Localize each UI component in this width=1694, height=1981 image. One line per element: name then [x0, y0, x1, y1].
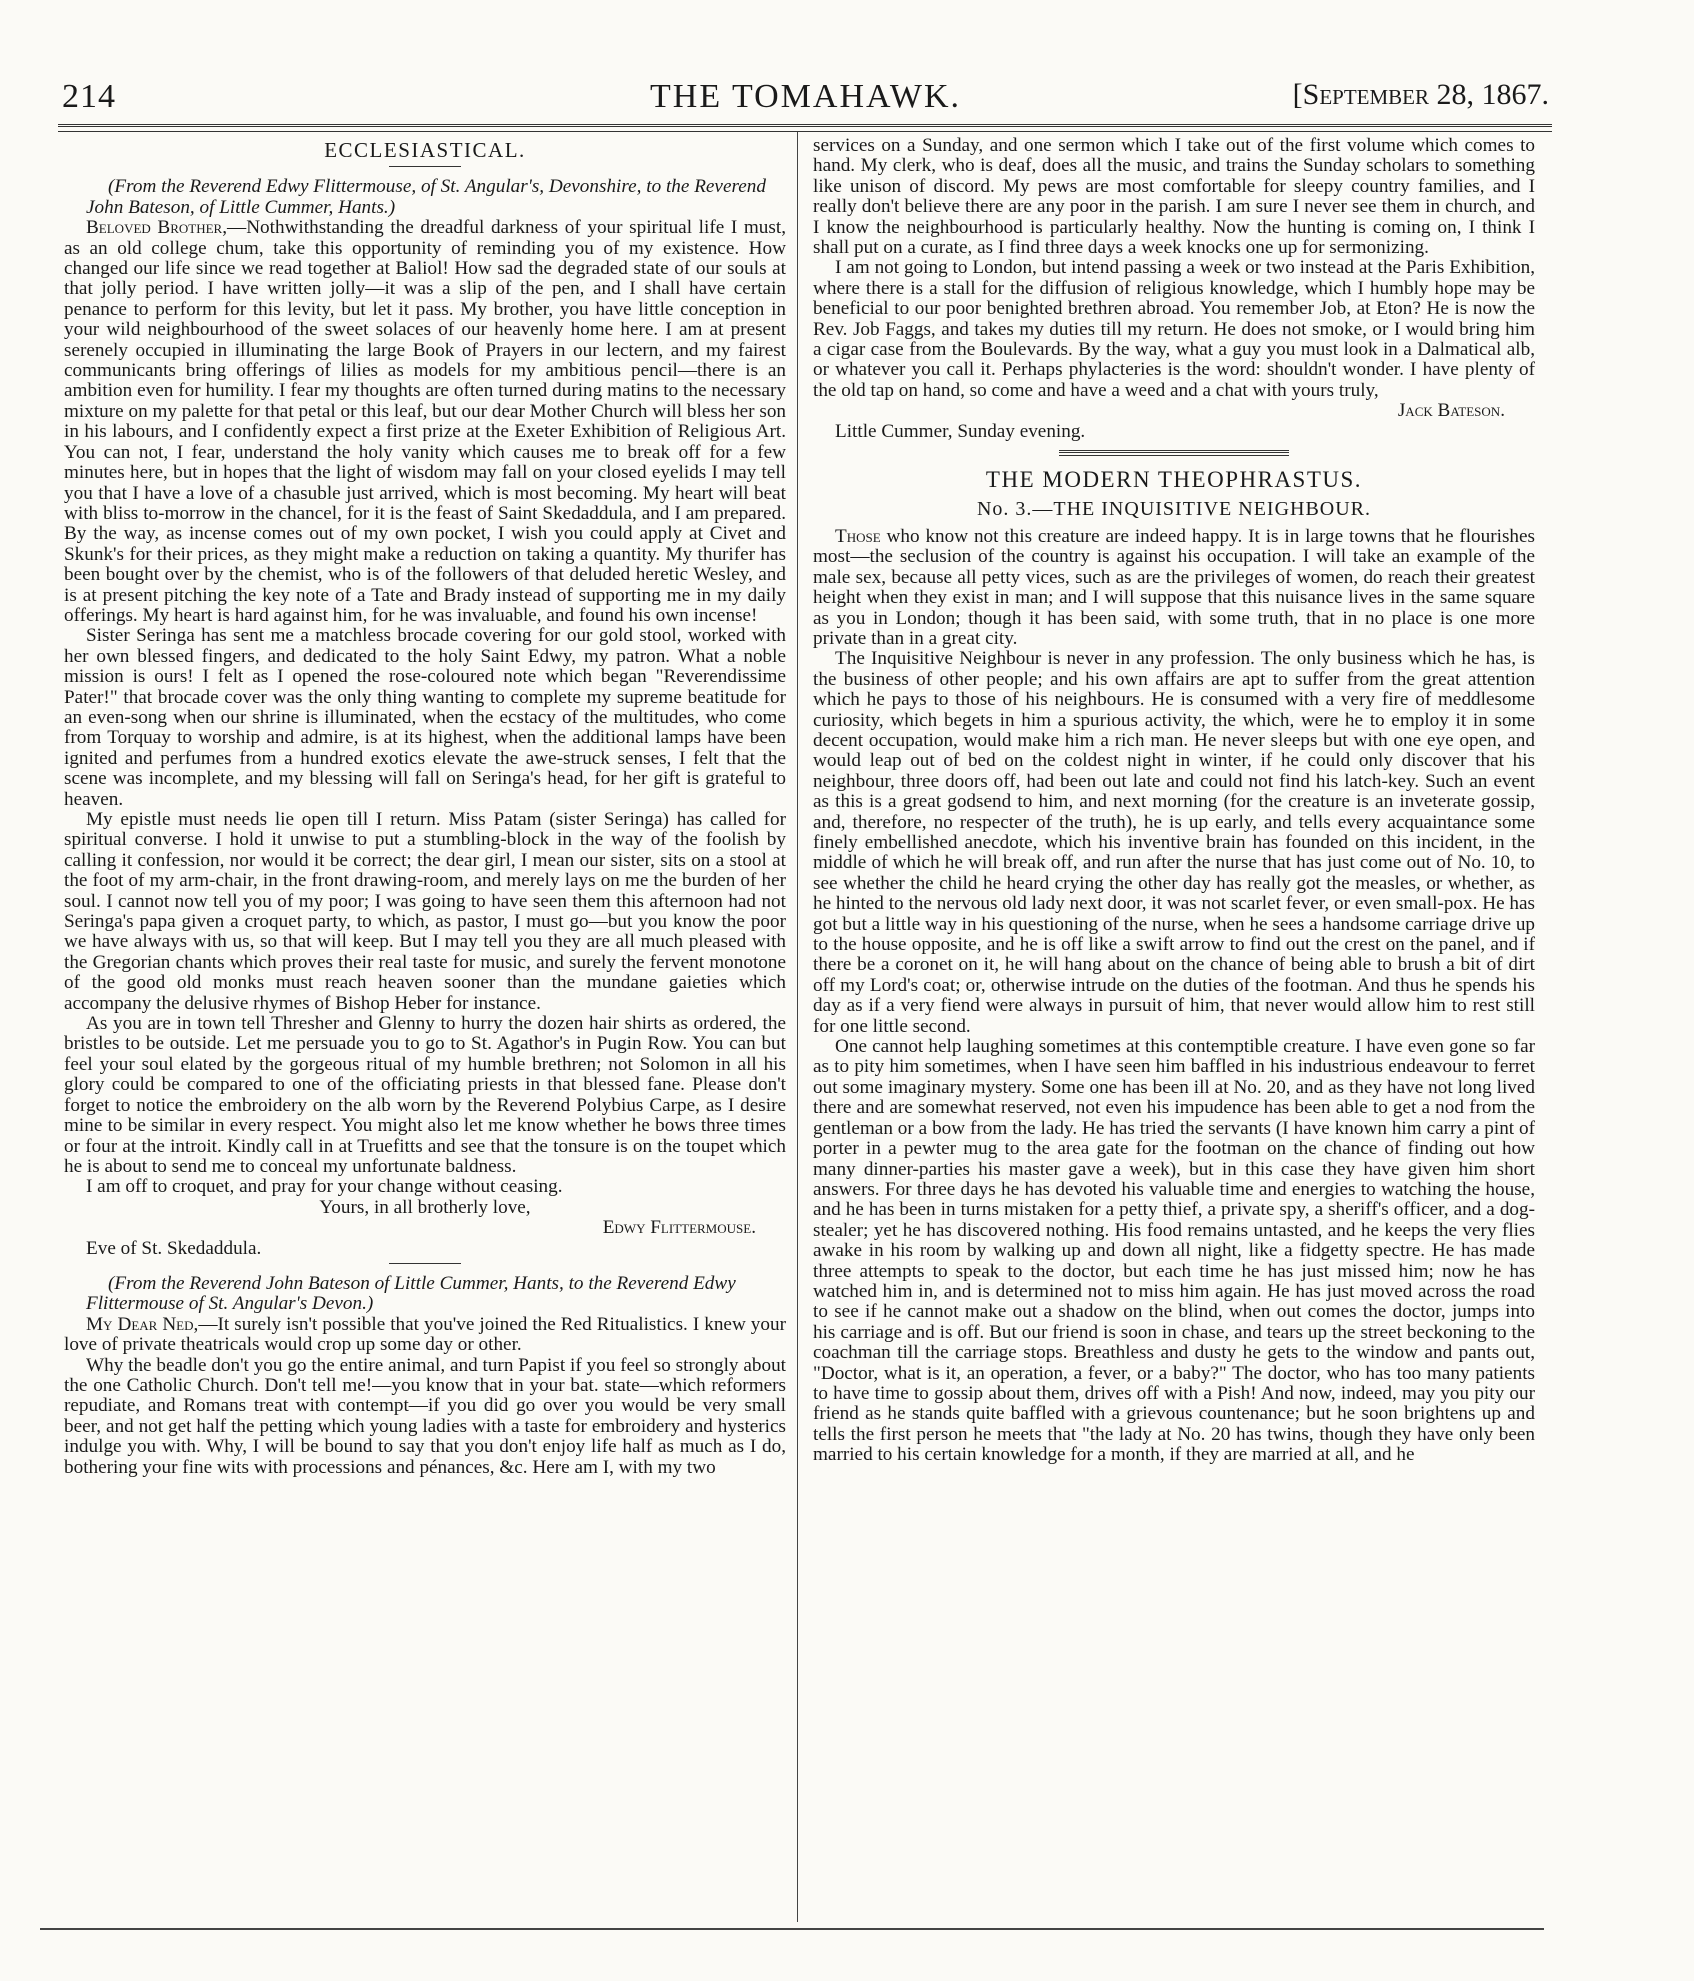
theophrastus-paragraph-1: [813, 527, 1535, 649]
header-rule: [58, 124, 1552, 132]
letter2-paragraph-3: I am not going to London, but intend passing a week or two instead at the Paris Exhibition, where there is a stall for the diffusion of religious knowledge, which I humbly hope may be beneficial to our poor benighted brethren abroad. You remember Job, at Eton? He is now the Rev. Job Faggs, and takes my duties till my return. He does not smoke, or I would bring him a cigar case from the Boulevards. By the way, what a guy you must look in a Dalmatical alb, or whatever you call it. Perhaps phylacteries is the word: shouldn't wonder. I have plenty of the old tap on hand, so come and have a weed and a chat with yours truly,: [813, 257, 1535, 401]
ecclesiastical-heading: ECCLESIASTICAL.: [324, 138, 526, 162]
left-column: [64, 136, 786, 1478]
letter2-signature: Jack Bateson.: [1397, 400, 1505, 422]
letter1-signature: Edwy Flittermouse.: [602, 1217, 756, 1239]
letter2-intro: (From the Reverend John Bateson of Little Cummer, Hants, to the Reverend Edwy Flittermouse of St. Angular's Devon.): [86, 1272, 736, 1315]
letter1-paragraph-4: As you are in town tell Thresher and Glenny to hurry the dozen hair shirts as ordered, the bristles to be outside. Let me persuade you to go to St. Agathor's in Pugin Row. You can but feel your soul elated by the gorgeous ritual of my humble brethren; not Solomon in all his glory could be compared to one of the officiating priests in that blessed fane. Please don't forget to notice the embroidery on the alb worn by the Reverend Polybius Carpe, as I desire mine to be similar in every respect. You might also let me know whether he bows three times or four at the introit. Kindly call in at Truefitts and see that the tonsure is on the toupet which he is about to send me to conceal my unfortunate baldness.: [64, 1013, 786, 1177]
letter1-paragraph-2: Sister Seringa has sent me a matchless brocade covering for our gold stool, worked with her own blessed fingers, and dedicated to the holy Saint Edwy, my patron. What a noble mission is ours! I felt as I opened the rose-coloured note which began "Reverendissime Pater!" that brocade cover was the only thing wanting to complete my supreme beatitude for an even-song when our shrine is illuminated, when the ecstacy of the multitudes, who come from Torquay to worship and admire, is at its highest, when the additional lamps have been ignited and perfumes from a hundred exotics elevate the awe-struck senses, I felt that the scene was incomplete, and my blessing will fall on Seringa's head, for her gift is grateful to heaven.: [64, 625, 786, 810]
letter2-paragraph-2: Why the beadle don't you go the entire animal, and turn Papist if you feel so strongly about the one Catholic Church. Don't tell me!—you know that in your bat. state—which reformers repudiate, and Romans treat with contempt—if you did go over you would be very small beer, and not get half the petting which young ladies with a taste for embroidery and hysterics indulge you with. Why, I will be bound to say that you don't enjoy life half as much as I do, bothering your fine wits with processions and pénances, &c. Here am I, with my two: [64, 1354, 786, 1478]
lead-word: Those: [835, 525, 881, 547]
letter1-dateline: Eve of St. Skedaddula.: [86, 1237, 262, 1259]
section-rule: [389, 1263, 461, 1264]
letter1-paragraph-3: My epistle must needs lie open till I return. Miss Patam (sister Seringa) has called for spiritual converse. I hold it unwise to put a stumbling-block in the way of the foolish by calling it confession, nor would it be correct; the dear girl, I mean our sister, sits on a stool at the foot of my arm-chair, in the front drawing-room, and merely lays on me the burden of her soul. I cannot now tell you of my poor; I was going to have seen them this afternoon had not Seringa's papa given a croquet party, to which, as pastor, I must go—but you know the poor we have always with us, so that will keep. But I may tell you they are all much pleased with the Gregorian chants which proves their real taste for music, and surely the fervent monotone of the good old monks must reach heaven sooner than the mundane gaieties which accompany the delusive rhymes of Bishop Heber for instance.: [64, 809, 786, 1014]
page-header: [62, 78, 1549, 118]
section-double-rule: [1059, 450, 1289, 456]
letter1-intro: (From the Reverend Edwy Flittermouse, of St. Angular's, Devonshire, to the Reverend John Bateson, of Little Cummer, Hants.): [86, 176, 766, 218]
theophrastus-paragraph-2: The Inquisitive Neighbour is never in any profession. The only business which he has, is the business of other people; and his own affairs are apt to suffer from the great attention which he pays to those of his neighbours. He is consumed with a very fire of meddlesome curiosity, which begets in him a spurious activity, the which, were he to employ it in some decent occupation, would make him a rich man. He never sleeps but with one eye open, and would leap out of bed on the coldest night in winter, if he could only discover that his neighbour, three doors off, had been out late and could not find his latch-key. Such an event as this is a great godsend to him, and next morning (for the creature is an inveterate gossip, and, therefore, no respecter of the truth), he is up early, and tells every acquaintance some finely embellished anecdote, which his inventive brain has founded on this incident, in the middle of which he will break off, and run after the nurse that has just come out of No. 10, to see whether the child he heard crying the other day has really got the measles, or whether, as he hinted to the nervous old lady next door, it was not scarlet fever, or even small-pox. He has got but a little way in his questioning of the nurse, when he sees a handsome carriage drive up to the house opposite, and he is off like a swift arrow to find out the crest on the panel, and if there be a coronet on it, he will hang about on the chance of being able to brush a bit of dirt off my Lord's coat; or, otherwise intrude on the duties of the footman. And thus he spends his day as if a very fiend were always in pursuit of him, that never would allow him to rest still for one little second.: [813, 648, 1536, 1037]
publication-date: [September 28, 1867.: [1292, 78, 1549, 111]
footer-rule: [40, 1928, 1544, 1930]
letter2-salutation: My Dear Ned,: [86, 1313, 199, 1335]
theophrastus-paragraph-3: One cannot help laughing sometimes at this contemptible creature. I have even gone so far as to pity him sometimes, when I have seen him baffled in his industrious endeavour to ferret out some imaginary mystery. Some one has been ill at No. 20, and as they have not long lived there and are somewhat reserved, not even his impudence has been able to get a nod from the gentleman or a bow from the lady. He has tried the servants (I have known him carry a pint of porter in a pewter mug to the area gate for the footman on the chance of finding out how many dinner-parties his master gave a week), but in this case they have given him short answers. For three days he has devoted his valuable time and energies to watching the house, and he has been in turns mistaken for a petty thief, a private spy, a sheriff's officer, and a dog-stealer; yet he has discovered nothing. His food remains untasted, and he keeps the very flies awake in his room by walking up and down all night, like a fidgetty spectre. He has made three attempts to speak to the doctor, but each time he has just missed him; now he has watched him in, and is determined not to miss him again. He has just moved across the road to see if he cannot make out a shadow on the blind, when out comes the doctor, jumps into his carriage and is off. But our friend is soon in chase, and tears up the street beckoning to the coachman till the carriage stops. Breathless and dusty he gets to the window and pants out, "Doctor, what is it, an operation, a fever, or a baby?" The doctor, who has too many patients to have time to gossip about them, drives off with a Pish! And now, indeed, may you pity our friend as he stands quite baffled with a grievous countenance; but he soon brightens up and tells the first person he meets that "the lady at No. 20 has twins, though they have only been married to his certain knowledge for a month, if they are married at all, and he: [813, 1036, 1535, 1466]
letter2-paragraph-1-text: —It surely isn't possible that you've joined the Red Ritualistics. I knew your love of private theatricals would crop up some day or other.: [64, 1313, 786, 1356]
letter1-paragraph-5: I am off to croquet, and pray for your change without ceasing.: [86, 1176, 563, 1198]
theophrastus-paragraph-1-text: who know not this creature are indeed happy. It is in large towns that he flourishes most—the seclusion of the country is against his occupation. I will take an example of the male sex, because all petty vices, such as are the privileges of women, do reach their greatest height when they exist in man; and I will suppose that this nuisance lives in the same square as you in London; though it has been said, with some truth, that in no place is one more private than in a great city.: [813, 525, 1535, 649]
right-column: [813, 136, 1535, 1466]
letter2-paragraph-2-continued: services on a Sunday, and one sermon which I take out of the first volume which comes to hand. My clerk, who is deaf, does all the music, and trains the Sunday scholars to something like unison of discord. My pews are most comfortable for sleepy country families, and I really don't believe there are any poor in the parish. I am sure I never see them in church, and I know the neighbourhood is particularly healthy. Now the hunting is coming on, I think I shall put on a curate, as I find three days a week knocks one up for sermonizing.: [813, 135, 1535, 259]
column-divider: [797, 132, 798, 1922]
letter1-paragraph-1-text: —Nothwithstanding the dreadful darkness of your spiritual life I must, as an old college chum, take this opportunity of reminding you of my existence. How changed our life since we read together at Baliol! How sad the degraded state of our souls at that jolly period. I have written jolly—it was a slip of the pen, and I shall have certain penance to perform for this levity, but let it pass. My brother, you have little conception in your wild neighbourhood of the sweet solaces of our heavenly home here. I am at present serenely occupied in illuminating the large Book of Prayers in our lectern, and my fairest communicants bring offerings of lilies as models for my ambitious pencil—there is an ambition even for humility. I fear my thoughts are often turned during matins to the necessary mixture on my palette for that petal or this leaf, but our dear Mother Church will bless her son in his labours, and I confidently expect a first prize at the Exeter Exhibition of Religious Art. You can not, I fear, understand the holy vanity which causes me to break off for a few minutes here, but in hopes that the light of wisdom may fall on your closed eyelids I may tell you that I have a love of a chasuble just arrived, which is most becoming. My heart will beat with bliss to-morrow in the chancel, for it is the feast of Saint Skedaddula, and I am prepared. By the way, as incense comes out of my own pocket, I wish you could apply at Civet and Skunk's for their prices, as they might make a reduction on taking a quantity. My thurifer has been bought over by the chemist, who is of the followers of that deluded heretic Wesley, and is at present pitching the key note of a Tate and Brady instead of supporting me in my daily offerings. My heart is hard against him, for he was invaluable, and found his own incense!: [64, 217, 787, 626]
letter1-salutation: Beloved Brother,: [86, 217, 228, 239]
theophrastus-subheading: No. 3.—THE INQUISITIVE NEIGHBOUR.: [976, 497, 1372, 520]
section-rule: [389, 166, 461, 167]
letter2-paragraph-1: [64, 1315, 786, 1356]
page-number: 214: [62, 78, 116, 115]
masthead-title: THE TOMAHAWK.: [650, 78, 961, 115]
letter1-closing: Yours, in all brotherly love,: [319, 1196, 531, 1218]
letter1-paragraph-1: [64, 218, 786, 626]
theophrastus-heading: THE MODERN THEOPHRASTUS.: [985, 467, 1363, 493]
letter2-dateline: Little Cummer, Sunday evening.: [835, 420, 1086, 442]
